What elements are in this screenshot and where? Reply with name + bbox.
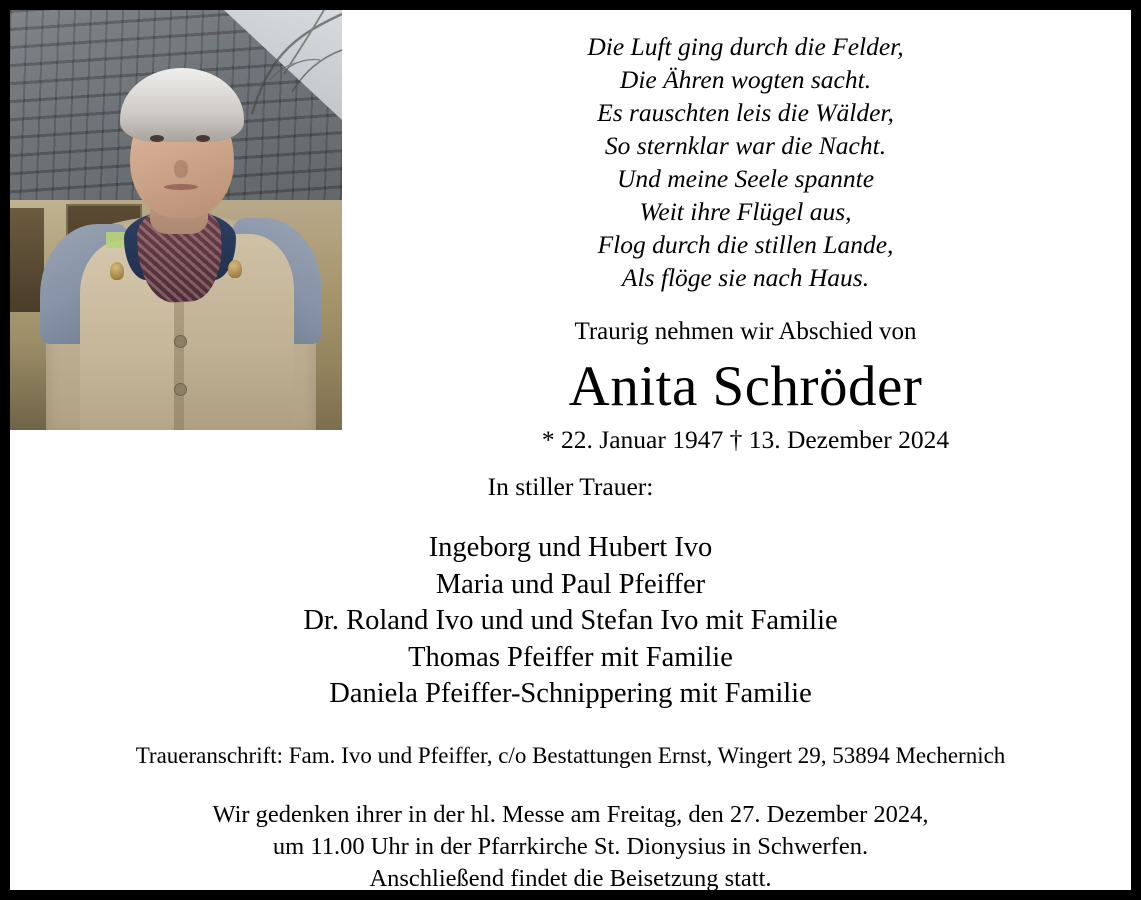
header-text-column bbox=[360, 10, 1131, 456]
poem-line: Als flöge sie nach Haus. bbox=[621, 263, 870, 292]
birth-date: * 22. Januar 1947 bbox=[541, 425, 724, 454]
photo-background bbox=[10, 10, 342, 430]
coat-button bbox=[174, 335, 187, 348]
deceased-name: Anita Schröder bbox=[568, 355, 923, 418]
person-figure bbox=[46, 40, 316, 430]
hair bbox=[120, 68, 244, 142]
poem-line: So sternklar war die Nacht. bbox=[604, 131, 887, 160]
lapel-pin-left bbox=[110, 262, 124, 280]
family-list bbox=[20, 530, 1121, 713]
doorway-left bbox=[10, 208, 44, 312]
poem-line: Und meine Seele spannte bbox=[616, 164, 875, 193]
service-line: um 11.00 Uhr in der Pfarrkirche St. Dionysius in Schwerfen. bbox=[272, 832, 869, 860]
mouth bbox=[164, 184, 198, 190]
poem bbox=[360, 30, 1131, 294]
coat-button bbox=[174, 383, 187, 396]
poem-line: Die Ähren wogten sacht. bbox=[619, 65, 872, 94]
family-member: Daniela Pfeiffer-Schnippering mit Familie bbox=[329, 678, 812, 709]
badge-tag bbox=[106, 232, 126, 248]
life-dates bbox=[360, 424, 1131, 456]
announcement-intro: Traurig nehmen wir Abschied von bbox=[574, 318, 917, 345]
poem-line: Flog durch die stillen Lande, bbox=[597, 230, 894, 259]
nose bbox=[174, 160, 188, 178]
death-date: † 13. Dezember 2024 bbox=[729, 425, 950, 454]
mourning-address: Traueranschrift: Fam. Ivo und Pfeiffer, c/o Bestattungen Ernst, Wingert 29, 53894 Mechernich bbox=[135, 742, 1006, 768]
obituary-card bbox=[10, 10, 1131, 890]
family-member: Ingeborg und Hubert Ivo bbox=[428, 532, 713, 563]
eye-right bbox=[196, 135, 210, 142]
family-member: Thomas Pfeiffer mit Familie bbox=[408, 641, 733, 673]
poem-line: Die Luft ging durch die Felder, bbox=[587, 32, 904, 61]
lapel-pin-right bbox=[228, 260, 242, 278]
portrait-photo bbox=[10, 10, 342, 430]
funeral-service-info bbox=[20, 799, 1121, 891]
poem-line: Weit ihre Flügel aus, bbox=[639, 197, 852, 226]
family-member: Maria und Paul Pfeiffer bbox=[435, 568, 706, 600]
poem-line: Es rauschten leis die Wälder, bbox=[597, 98, 894, 127]
family-member: Dr. Roland Ivo und und Stefan Ivo mit Familie bbox=[303, 605, 838, 636]
eye-left bbox=[150, 135, 164, 142]
mourning-label: In stiller Trauer: bbox=[487, 472, 654, 501]
mourning-block bbox=[20, 470, 1121, 890]
service-line: Wir gedenken ihrer in der hl. Messe am Freitag, den 27. Dezember 2024, bbox=[212, 800, 929, 828]
service-line: Anschließend findet die Beisetzung statt. bbox=[369, 864, 772, 890]
